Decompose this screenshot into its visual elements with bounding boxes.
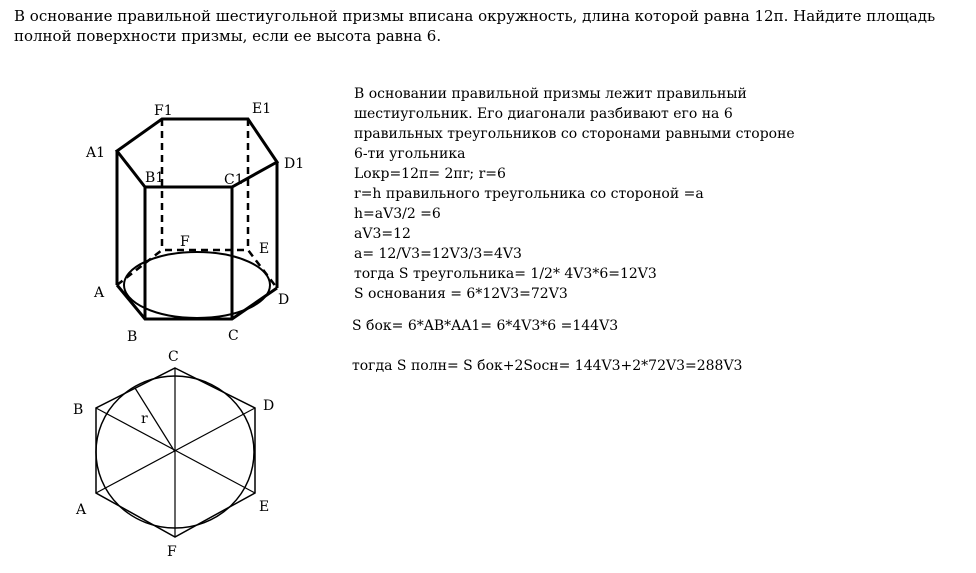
solution-line: В основании правильной призмы лежит правильный (354, 86, 747, 102)
solution-line: a= 12/V3=12V3/3=4V3 (354, 246, 522, 262)
hex-label-f: F (167, 544, 177, 560)
label-f: F (180, 234, 190, 250)
hex-label-a: A (76, 502, 87, 518)
lateral-area-line: S бок= 6*AB*AA1= 6*4V3*6 =144V3 (352, 318, 619, 334)
solution-line: r=h правильного треугольника со стороной =a (354, 186, 704, 202)
solution-line: тогда S треугольника= 1/2* 4V3*6=12V3 (354, 266, 657, 282)
label-b1: B1 (145, 170, 165, 186)
hex-label-d: D (263, 398, 275, 414)
hexagon-figure (96, 368, 255, 537)
label-c: C (228, 328, 239, 344)
hex-label-e: E (259, 499, 270, 515)
label-e: E (259, 241, 270, 257)
solution-line: h=aV3/2 =6 (354, 206, 441, 222)
prism-bottom-hidden (117, 250, 277, 288)
label-a: A (94, 285, 105, 301)
solution-line: S основания = 6*12V3=72V3 (354, 286, 568, 302)
label-d: D (278, 292, 290, 308)
solution-line: шестиугольник. Его диагонали разбивают его на 6 (354, 106, 733, 122)
hex-label-b: B (73, 402, 84, 418)
label-b: B (127, 329, 138, 345)
solution-line: 6-ти угольника (354, 146, 466, 162)
total-area-line: тогда S полн= S бок+2Sосн= 144V3+2*72V3=288V3 (352, 358, 743, 374)
label-c1: C1 (224, 172, 244, 188)
prism-top-face (117, 119, 277, 187)
problem-statement: В основание правильной шестиугольной призмы вписана окружность, длина которой равна 12п. Найдите площадь полной поверхности призмы, если ее высота равна 6. (14, 7, 936, 45)
hex-label-r: r (141, 411, 148, 427)
label-f1: F1 (154, 103, 173, 119)
hex-label-c: C (168, 349, 179, 365)
label-e1: E1 (252, 101, 272, 117)
label-d1: D1 (284, 156, 305, 172)
solution-line: правильных треугольников со сторонами равными стороне (354, 126, 795, 142)
solution-line: Lокр=12п= 2пr; r=6 (354, 166, 506, 182)
solution-line: aV3=12 (354, 226, 411, 242)
label-a1: A1 (86, 145, 106, 161)
prism-bottom-visible (117, 285, 277, 319)
